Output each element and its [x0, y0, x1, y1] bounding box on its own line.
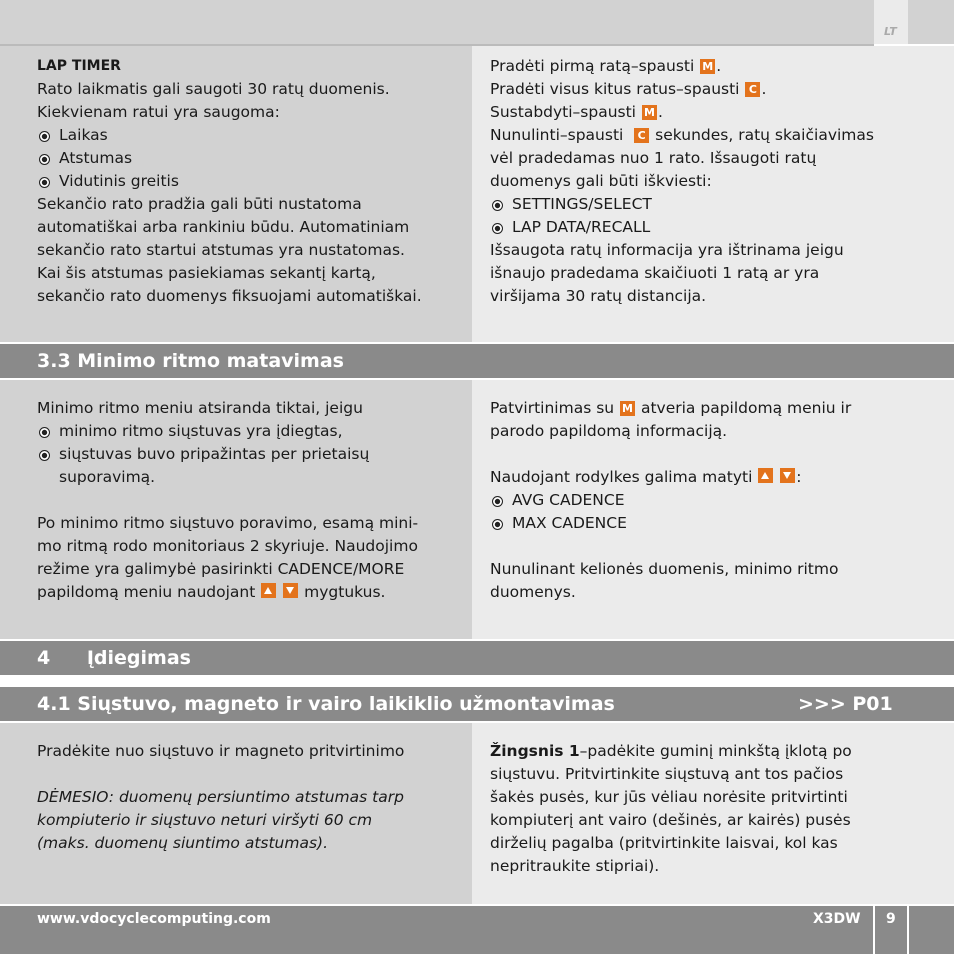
cadence-line: parodo papildomą informaciją.	[490, 422, 728, 440]
c-key-icon: C	[634, 128, 649, 143]
section-4-number: 4	[37, 647, 51, 669]
mount-step-line: kompiuterį ant vairo (dešinės, ar kairės) pusės	[490, 811, 851, 829]
footer-divider	[873, 906, 875, 954]
header-bar	[0, 0, 874, 44]
mount-step-line: nepritraukite stipriai).	[490, 857, 660, 875]
lap-line: išnaujo pradedama skaičiuoti 1 ratą ar yra	[490, 264, 820, 282]
cadence-line: Naudojant rodylkes galima matyti :	[490, 468, 802, 486]
cadence-bullet-max: MAX CADENCE	[490, 512, 930, 535]
mount-step-line: Žingsnis 1–padėkite guminį minkštą įklotą po	[490, 742, 852, 760]
section-4-title	[0, 641, 954, 675]
m-key-icon: M	[700, 59, 715, 74]
arrow-up-icon	[758, 468, 773, 483]
footer-model: X3DW	[813, 911, 861, 927]
lap-para-line: Sekančio rato pradžia gali būti nustatoma	[37, 195, 362, 213]
lap-line: Išsaugota ratų informacija yra ištrinama jeigu	[490, 241, 844, 259]
lap-line: vėl pradedamas nuo 1 rato. Išsaugoti ratų	[490, 149, 817, 167]
mount-note-line: kompiuterio ir siųstuvo neturi viršyti 60 cm	[37, 811, 373, 829]
section-4-1-label: 4.1 Siųstuvo, magneto ir vairo laikiklio užmontavimas	[37, 693, 615, 715]
lap-line: viršijama 30 ratų distancija.	[490, 287, 707, 305]
cadence-line: režime yra galimybė pasirinkti CADENCE/MORE	[37, 560, 405, 578]
lap-line: Sustabdyti–spausti M .	[490, 103, 663, 121]
arrow-up-icon	[261, 583, 276, 598]
m-key-icon: M	[642, 105, 657, 120]
cadence-bullet-paired: siųstuvas buvo pripažintas per prietaisų suporavimą.	[37, 443, 467, 489]
cadence-line: Nunulinant kelionės duomenis, minimo ritmo	[490, 560, 839, 578]
cadence-bullet-installed: minimo ritmo siųstuvas yra įdiegtas,	[37, 420, 467, 443]
header-lang-box	[874, 0, 908, 44]
section-4-label: Įdiegimas	[86, 647, 191, 669]
page-number: 9	[886, 911, 896, 927]
footer-url[interactable]: www.vdocyclecomputing.com	[37, 911, 271, 927]
lap-para-line: sekančio rato duomenys fiksuojami automatiškai.	[37, 287, 422, 305]
lap-line: Nunulinti–spausti C sekundes, ratų skaičiavimas	[490, 126, 874, 144]
arrow-down-icon	[283, 583, 298, 598]
section-4-1-title	[0, 687, 954, 721]
lap-para-line: automatiškai arba rankiniu būdu. Automatiniam	[37, 218, 410, 236]
lap-line: duomenys gali būti iškviesti:	[490, 172, 712, 190]
mount-step-line: siųstuvu. Pritvirtinkite siųstuvą ant tos pačios	[490, 765, 844, 783]
step-label: Žingsnis 1	[490, 742, 580, 760]
lap-intro-2: Kiekvienam ratui yra saugoma:	[37, 103, 280, 121]
m-key-icon: M	[620, 401, 635, 416]
footer-bar	[0, 906, 954, 954]
language-label: LT	[884, 25, 897, 38]
mount-note-line: DĖMESIO: duomenų persiuntimo atstumas tarp	[37, 788, 404, 806]
lap-line: Pradėti pirmą ratą–spausti M .	[490, 57, 722, 75]
lap-para-line: sekančio rato startui atstumas yra nustatomas.	[37, 241, 405, 259]
c-key-icon: C	[745, 82, 760, 97]
lap-right-text	[490, 55, 930, 308]
cadence-right-text	[490, 397, 930, 604]
cadence-line: papildomą meniu naudojant mygtukus.	[37, 583, 386, 601]
mount-step-line: šakės pusės, kur jūs vėliau norėsite pritvirtinti	[490, 788, 848, 806]
lap-heading: LAP TIMER	[37, 58, 121, 74]
lap-bullet-avg-speed: Vidutinis greitis	[37, 170, 467, 193]
lap-intro-1: Rato laikmatis gali saugoti 30 ratų duomenis.	[37, 80, 390, 98]
lap-line: Pradėti visus kitus ratus–spausti C .	[490, 80, 767, 98]
cadence-line: duomenys.	[490, 583, 576, 601]
arrow-down-icon	[780, 468, 795, 483]
lap-bullet-time: Laikas	[37, 124, 467, 147]
mount-left-text	[37, 740, 467, 855]
mount-line: Pradėkite nuo siųstuvo ir magneto pritvirtinimo	[37, 742, 405, 760]
cadence-left-text	[37, 397, 467, 604]
cadence-line: Patvirtinimas su M atveria papildomą meniu ir	[490, 399, 852, 417]
section-3-3-title: 3.3 Minimo ritmo matavimas	[0, 344, 954, 378]
header-corner	[908, 0, 954, 44]
footer-divider	[907, 906, 909, 954]
lap-para-line: Kai šis atstumas pasiekiamas sekantį kartą,	[37, 264, 376, 282]
cadence-line: Minimo ritmo meniu atsiranda tiktai, jeigu	[37, 399, 363, 417]
mount-right-text	[490, 740, 930, 878]
cadence-line: mo ritmą rodo monitoriaus 2 skyriuje. Naudojimo	[37, 537, 418, 555]
lap-bullet-distance: Atstumas	[37, 147, 467, 170]
cadence-bullet-avg: AVG CADENCE	[490, 489, 930, 512]
section-4-1-ref: >>> P01	[798, 693, 893, 715]
mount-step-line: dirželių pagalba (pritvirtinkite laisvai, kol kas	[490, 834, 838, 852]
mount-note-line: (maks. duomenų siuntimo atstumas).	[37, 834, 329, 852]
lap-bullet-settings: SETTINGS/SELECT	[490, 193, 930, 216]
lap-bullet-lapdata: LAP DATA/RECALL	[490, 216, 930, 239]
lap-left-text	[37, 55, 467, 308]
cadence-line: Po minimo ritmo siųstuvo poravimo, esamą mini-	[37, 514, 419, 532]
